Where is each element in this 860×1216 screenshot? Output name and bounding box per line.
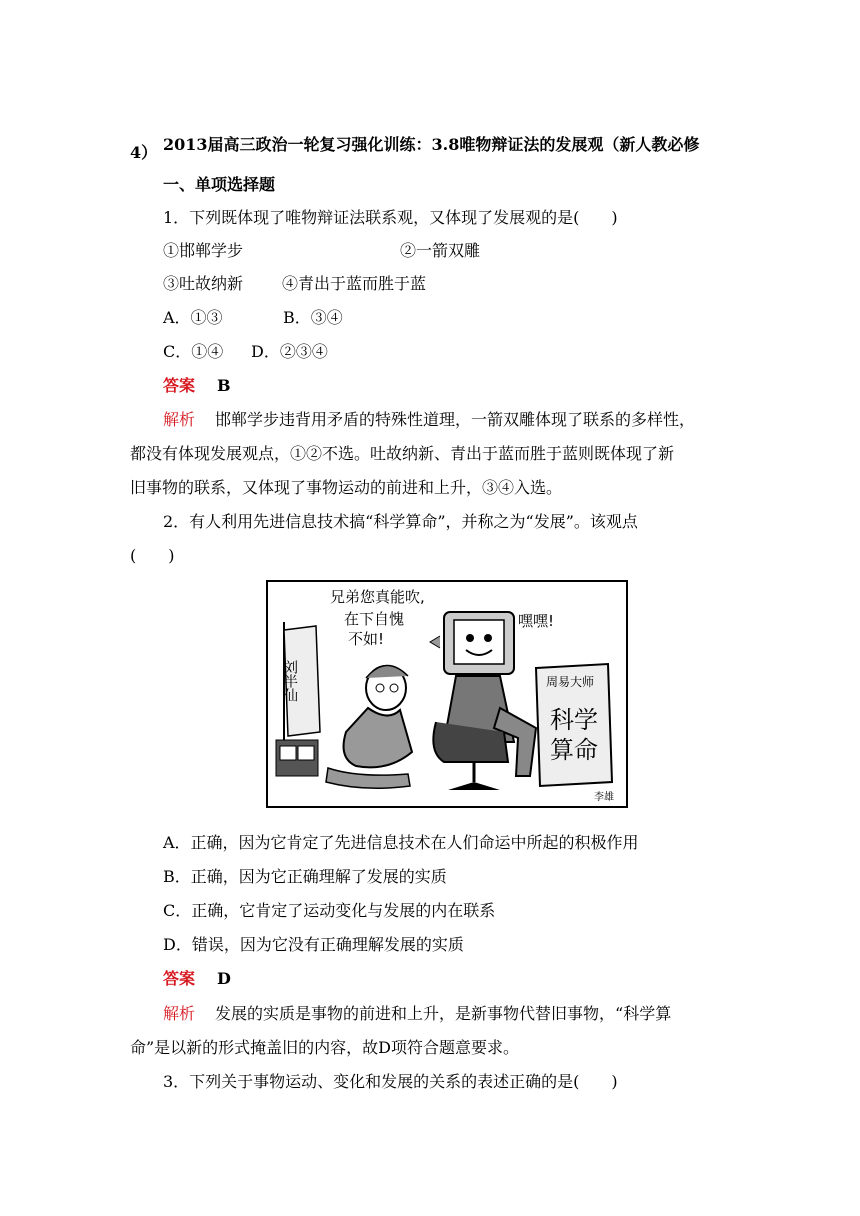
q1-choice-d: D．②③④ — [251, 342, 328, 361]
doc-title-line2: 4） — [130, 143, 158, 162]
q1-answer-label: 答案 — [163, 376, 196, 395]
q1-option-4: ④青出于蓝而胜于蓝 — [282, 274, 427, 293]
q2-stem-line1: 2．有人利用先进信息技术搞“科学算命”，并称之为“发展”。该观点 — [163, 512, 638, 531]
q1-option-3: ③吐故纳新 — [163, 274, 244, 293]
q1-choice-b: B．③④ — [283, 308, 343, 327]
q1-analysis-line1 — [163, 409, 695, 431]
q1-option-1: ①邯郸学步 — [163, 241, 244, 260]
q1-analysis-text1: 邯郸学步违背用矛盾的特殊性道理，一箭双雕体现了联系的多样性， — [215, 410, 696, 429]
cartoon-figure — [266, 580, 628, 808]
q2-answer-label: 答案 — [163, 969, 196, 988]
q1-answer — [163, 375, 231, 397]
speech2: 嘿嘿! — [518, 612, 555, 630]
cartoon-illustration — [268, 582, 626, 806]
q1-analysis-line2: 都没有体现发展观点，①②不选。吐故纳新、青出于蓝而胜于蓝则既体现了新 — [130, 444, 675, 463]
section-heading: 一、单项选择题 — [163, 175, 276, 194]
q1-choice-c: C．①④ — [163, 342, 224, 361]
q2-choice-b: B．正确，因为它正确理解了发展的实质 — [163, 867, 447, 886]
sign-main-line2: 算命 — [550, 736, 598, 764]
q2-answer-value: D — [217, 969, 231, 988]
q1-analysis-line3: 旧事物的联系，又体现了事物运动的前进和上升，③④入选。 — [130, 478, 563, 497]
q2-choice-a: A．正确，因为它肯定了先进信息技术在人们命运中所起的积极作用 — [163, 833, 639, 852]
q1-choice-a: A．①③ — [163, 308, 223, 327]
q2-choice-d: D．错误，因为它没有正确理解发展的实质 — [163, 935, 464, 954]
speech1-line2: 在下自愧 — [344, 610, 405, 628]
q1-answer-value: B — [217, 376, 231, 395]
sign-top: 周易大师 — [546, 675, 595, 689]
q2-analysis-line2: 命”是以新的形式掩盖旧的内容，故D项符合题意要求。 — [130, 1038, 520, 1057]
doc-title-line1: 2013届高三政治一轮复习强化训练：3.8唯物辩证法的发展观（新人教必修 — [163, 135, 700, 154]
q2-analysis-label: 解析 — [163, 1004, 196, 1023]
q2-stem-line2: ( ) — [130, 546, 175, 565]
q2-analysis-line1 — [163, 1003, 671, 1025]
q2-answer — [163, 968, 231, 990]
q2-choice-c: C．正确，它肯定了运动变化与发展的内在联系 — [163, 901, 496, 920]
speech1-line1: 兄弟您真能吹, — [330, 588, 425, 606]
q1-stem: 1．下列既体现了唯物辩证法联系观，又体现了发展观的是( ) — [163, 208, 618, 227]
q1-analysis-label: 解析 — [163, 410, 196, 429]
q3-stem: 3．下列关于事物运动、变化和发展的关系的表述正确的是( ) — [163, 1072, 618, 1091]
banner-text: 刘半仙 — [282, 660, 298, 702]
artist-signature: 李雄 — [594, 792, 614, 803]
q1-option-2: ②一箭双雕 — [400, 241, 481, 260]
sign-main-line1: 科学 — [550, 706, 598, 734]
q2-analysis-text1: 发展的实质是事物的前进和上升，是新事物代替旧事物，“科学算 — [215, 1004, 672, 1023]
speech1-line3: 不如! — [348, 630, 385, 648]
